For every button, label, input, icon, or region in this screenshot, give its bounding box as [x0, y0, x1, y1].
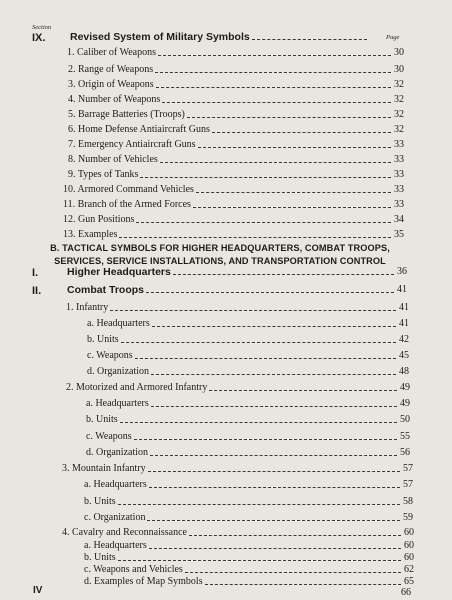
page-number: 33	[394, 184, 404, 195]
toc-item: 12. Gun Positions 34	[63, 214, 404, 225]
toc-subitem: d. Organization 56	[86, 447, 410, 458]
page-number: 33	[394, 199, 404, 210]
toc-item: 11. Branch of the Armed Forces 33	[63, 199, 404, 210]
toc-subitem: d. Organization 48	[87, 366, 409, 377]
toc-subitem: d. Examples of Map Symbols 65	[84, 576, 414, 587]
part-b-title-line-1: B. TACTICAL SYMBOLS FOR HIGHER HEADQUARTERS, COMBAT TROOPS,	[50, 243, 390, 253]
part-b-title-line-2: SERVICES, SERVICE INSTALLATIONS, AND TRANSPORTATION CONTROL	[54, 256, 386, 266]
page-number: 33	[394, 139, 404, 150]
page-number: 49	[400, 398, 410, 409]
section-number: IX.	[32, 32, 46, 44]
toc-item: 2. Range of Weapons 30	[68, 64, 404, 75]
page-number: 36	[397, 266, 407, 277]
toc-section-heading: Higher Headquarters 36	[67, 266, 407, 278]
page-column-label: Page	[386, 34, 400, 41]
toc-item: 2. Motorized and Armored Infantry 49	[66, 382, 410, 393]
page-number: 35	[394, 229, 404, 240]
toc-item: 9. Types of Tanks 33	[68, 169, 404, 180]
toc-item: 3. Mountain Infantry 57	[62, 463, 413, 474]
toc-subitem: a. Headquarters 57	[84, 479, 413, 490]
page-number: 32	[394, 109, 404, 120]
page-number: 32	[394, 124, 404, 135]
page-number: 41	[399, 302, 409, 313]
page-number: 34	[394, 214, 404, 225]
toc-item: 5. Barrage Batteries (Troops) 32	[68, 109, 404, 120]
toc-subitem: b. Units 42	[87, 334, 409, 345]
toc-item: 4. Cavalry and Reconnaissance 60	[62, 527, 414, 538]
page-number: 57	[403, 479, 413, 490]
toc-subitem: b. Units 58	[84, 496, 413, 507]
page-number: 42	[399, 334, 409, 345]
toc-item: 1. Caliber of Weapons 30	[67, 47, 404, 58]
last-page-number: 66	[401, 587, 411, 598]
page-number: 41	[397, 284, 407, 295]
page-number: 30	[394, 47, 404, 58]
toc-subitem: b. Units 60	[84, 552, 414, 563]
page-number: 33	[394, 169, 404, 180]
page-number: 48	[399, 366, 409, 377]
section-number: II.	[32, 285, 42, 297]
page-number: 57	[403, 463, 413, 474]
toc-item: 10. Armored Command Vehicles 33	[63, 184, 404, 195]
toc-subitem: b. Units 50	[86, 414, 410, 425]
page-number: 60	[404, 540, 414, 551]
toc-subitem: a. Headquarters 41	[87, 318, 409, 329]
page-number: 32	[394, 94, 404, 105]
toc-item: 7. Emergency Antiaircraft Guns 33	[68, 139, 404, 150]
page-number: 45	[399, 350, 409, 361]
page-number: 58	[403, 496, 413, 507]
toc-item: 4. Number of Weapons 32	[68, 94, 404, 105]
section-number: I.	[32, 267, 39, 279]
toc-section-heading	[70, 31, 370, 43]
page-number: 49	[400, 382, 410, 393]
page-number: 33	[394, 154, 404, 165]
section-column-label: Section	[32, 24, 52, 31]
page-number: 30	[394, 64, 404, 75]
toc-subitem: a. Headquarters 49	[86, 398, 410, 409]
toc-item: 13. Examples 35	[63, 229, 404, 240]
page-number: 55	[400, 431, 410, 442]
toc-section-title: Revised System of Military Symbols	[70, 31, 250, 43]
page-number: 59	[403, 512, 413, 523]
toc-item: 6. Home Defense Antiaircraft Guns 32	[68, 124, 404, 135]
page-number: 41	[399, 318, 409, 329]
page-number: 60	[404, 552, 414, 563]
page-number: 65	[404, 576, 414, 587]
toc-item: 3. Origin of Weapons 32	[68, 79, 404, 90]
page-number: 32	[394, 79, 404, 90]
leader-dots	[205, 584, 401, 585]
toc-subitem: c. Weapons 45	[87, 350, 409, 361]
page-number: 62	[404, 564, 414, 575]
page-number: 56	[400, 447, 410, 458]
toc-subitem: c. Organization 59	[84, 512, 413, 523]
toc-subitem: a. Headquarters 60	[84, 540, 414, 551]
page-number: 50	[400, 414, 410, 425]
toc-subitem: c. Weapons 55	[86, 431, 410, 442]
toc-item: 1. Infantry 41	[66, 302, 409, 313]
toc-section-heading: Combat Troops 41	[67, 284, 407, 296]
leader-dots	[252, 39, 367, 40]
page-number: 60	[404, 527, 414, 538]
toc-subitem: c. Weapons and Vehicles 62	[84, 564, 414, 575]
page-folio: IV	[33, 585, 43, 596]
toc-item: 8. Number of Vehicles 33	[68, 154, 404, 165]
